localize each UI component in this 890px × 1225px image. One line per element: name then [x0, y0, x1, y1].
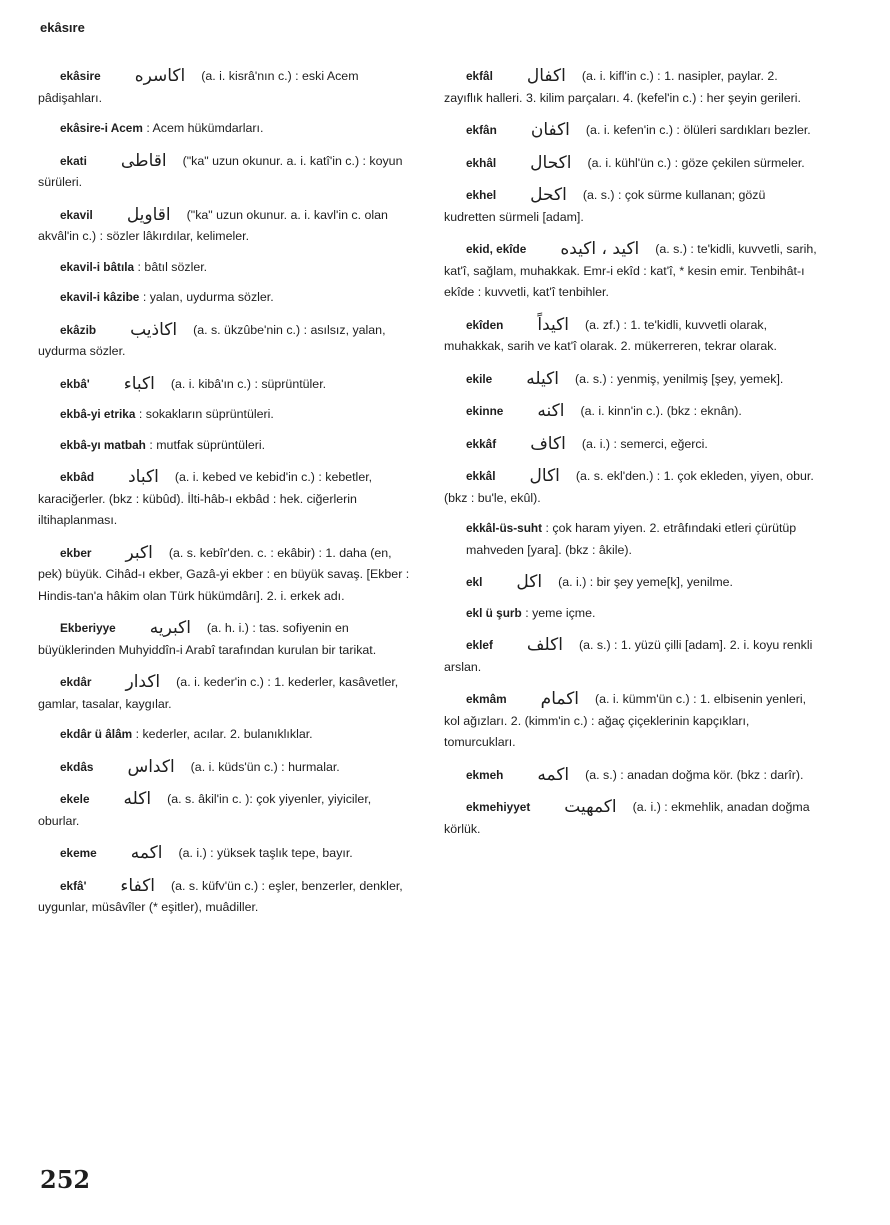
entry-headword: ekinne — [466, 404, 504, 418]
entry-arabic-script: اكل — [516, 572, 543, 592]
dictionary-entry — [444, 797, 819, 840]
dictionary-entry — [444, 315, 819, 358]
entry-arabic-script: اكمام — [540, 689, 580, 709]
sub-entry-definition: : kederler, acılar. 2. bulanıklıklar. — [135, 727, 313, 741]
sub-entry — [60, 287, 413, 309]
entry-arabic-script: اكفاء — [120, 875, 156, 896]
entry-arabic-script: اكبر — [125, 542, 153, 563]
sub-entry-definition: : Acem hükümdarları. — [146, 121, 264, 135]
sub-entry-definition: : yalan, uydurma sözler. — [142, 290, 274, 304]
dictionary-entry — [444, 185, 819, 228]
entry-definition: (a. zf.) : 1. te'kidli, kuvvetli olarak, muhakkak, sarih ve kat'î olarak. 2. mükerreren, tekrar olarak. — [444, 317, 777, 353]
dictionary-entry — [38, 876, 413, 919]
sub-entry-definition: : sokakların süprüntüleri. — [138, 407, 274, 421]
entry-headword: ekâzib — [60, 322, 97, 337]
entry-headword: ekkâl — [466, 469, 496, 483]
entry-headword: ekavil — [60, 207, 93, 222]
entry-headword: eklef — [466, 638, 493, 652]
entry-definition: (a. i.) : yüksek taşlık tepe, bayır. — [178, 846, 353, 860]
dictionary-entry — [444, 120, 819, 142]
entry-definition: (a. s. ekl'den.) : 1. çok ekleden, yiyen, obur. (bkz : bu'le, ekûl). — [444, 469, 814, 505]
dictionary-entry — [444, 66, 819, 109]
dictionary-entry — [444, 635, 819, 678]
entry-headword: ekmâm — [466, 692, 507, 706]
dictionary-entry — [38, 151, 413, 194]
left-column — [38, 66, 413, 930]
dictionary-entry — [444, 466, 819, 509]
sub-entry-headword: ekbâ-yı matbah — [60, 437, 146, 452]
dictionary-entry — [38, 467, 413, 532]
entry-arabic-script: اكيداً — [537, 314, 569, 335]
entry-headword: ekmeh — [466, 767, 504, 782]
entry-headword: Ekberiyye — [60, 621, 116, 635]
entry-arabic-script: اقاويل — [126, 204, 171, 225]
entry-definition: (a. s.) : anadan doğma kör. (bkz : darîr). — [585, 767, 804, 782]
entry-arabic-script: اكال — [529, 466, 560, 486]
entry-definition: (a. i. kinn'in c.). (bkz : eknân). — [580, 404, 742, 418]
sub-entry-headword: ekkâl-üs-suht — [466, 521, 543, 535]
entry-headword: ekmehiyyet — [466, 800, 531, 814]
sub-entry-headword: ekbâ-yi etrika — [60, 407, 136, 421]
dictionary-entry — [38, 543, 413, 608]
sub-entry-headword: ekl ü şurb — [466, 605, 522, 620]
entry-definition: (a. i. kebed ve kebid'in c.) : kebetler, karaciğerler. (bkz : kübûd). İlti-hâb-ı ekbâd : hek. ciğerlerin iltihaplanması. — [38, 470, 373, 527]
sub-entry-headword: ekavil-i bâtıla — [60, 259, 135, 274]
entry-arabic-script: اكفال — [526, 66, 566, 86]
entry-headword: ekbâd — [60, 470, 95, 484]
entry-definition: (a. h. i.) : tas. sofiyenin en büyüklerinden Muhyiddîn-i Arabî tarafından kurulan bir tarikat. — [38, 621, 377, 657]
entry-arabic-script: اكبريه — [149, 618, 191, 638]
dictionary-entry — [444, 765, 819, 787]
entry-definition: (a. i. kisrâ'nın c.) : eski Acem pâdişahları. — [38, 69, 359, 105]
entry-arabic-script: اكداس — [127, 756, 175, 777]
dictionary-entry — [38, 789, 413, 832]
sub-entry — [60, 257, 413, 279]
entry-definition: (a. s. ükzûbe'nin c.) : asılsız, yalan, uydurma sözler. — [38, 322, 386, 358]
entry-definition: (a. s. âkil'in c. ): çok yiyenler, yiyiciler, oburlar. — [38, 792, 372, 828]
entry-headword: ekhel — [466, 188, 497, 202]
sub-entry — [60, 435, 413, 457]
dictionary-entry — [38, 205, 413, 248]
entry-arabic-script: اكنه — [537, 401, 565, 421]
sub-entry — [466, 603, 819, 625]
running-head: ekâsıre — [40, 20, 85, 35]
entry-arabic-script: اكباء — [123, 373, 155, 394]
sub-entry-headword: ekavil-i kâzibe — [60, 290, 140, 304]
entry-arabic-script: اكدار — [125, 672, 161, 692]
entry-definition: (a. i. kefen'in c.) : ölüleri sardıkları bezler. — [585, 123, 811, 137]
entry-definition: (a. s. kebîr'den. c. : ekâbir) : 1. daha (en, pek) büyük. Cihâd-ı ekber, Gazâ-yi ekber : en büyük savaş. [Ekber : Hindis-tan'a hâkim olan Türk hükümdârı]. 2. i. erkek adı. — [38, 545, 410, 603]
entry-headword: ekâsire — [60, 69, 101, 83]
sub-entry — [60, 724, 413, 746]
entry-definition: (a. i. küds'ün c.) : hurmalar. — [190, 759, 340, 774]
entry-headword: ekile — [466, 371, 493, 386]
entry-headword: ekele — [60, 792, 90, 806]
entry-definition: (a. i. kibâ'ın c.) : süprüntüler. — [170, 376, 327, 391]
dictionary-entry — [444, 689, 819, 754]
dictionary-entry — [38, 374, 413, 396]
entry-arabic-script: اكيد ، اكيده — [560, 239, 640, 259]
sub-entry-definition: : bâtıl sözler. — [137, 259, 208, 274]
sub-entry-headword: ekâsire-i Acem — [60, 121, 143, 135]
entry-arabic-script: اكلف — [526, 635, 563, 655]
entry-headword: ekid, ekîde — [466, 242, 527, 256]
entry-definition: (a. i. kifl'in c.) : 1. nasipler, paylar. 2. zayıflık halleri. 3. kilim parçaları. 4. (kefel'in c.) : her şeyin gerileri. — [444, 69, 801, 105]
sub-entry-headword: ekdâr ü âlâm — [60, 727, 133, 741]
dictionary-entry — [444, 239, 819, 304]
entry-arabic-script: اكفان — [530, 120, 570, 140]
sub-entry-definition: : çok haram yiyen. 2. etrâfındaki etleri çürütüp mahveden [yara]. (bkz : âkile). — [466, 521, 797, 557]
entry-definition: (a. i. keder'in c.) : 1. kederler, kasâvetler, gamlar, tasalar, kaygılar. — [38, 675, 399, 711]
entry-arabic-script: اكله — [123, 789, 152, 809]
entry-headword: ekati — [60, 153, 87, 168]
entry-headword: ekdâr — [60, 675, 92, 689]
sub-entry — [466, 518, 819, 561]
page-number: 252 — [40, 1165, 91, 1194]
right-column — [444, 66, 819, 851]
entry-definition: (a. s. küfv'ün c.) : eşler, benzerler, denkler, uygunlar, müsâvîler (* eşitler), muâdiller. — [38, 878, 403, 914]
entry-headword: ekbâ' — [60, 376, 90, 391]
entry-arabic-script: اكباد — [128, 467, 159, 487]
dictionary-entry — [38, 672, 413, 715]
entry-definition: ("ka" uzun okunur. a. i. katî'in c.) : koyun sürüleri. — [38, 153, 403, 189]
entry-headword: ekber — [60, 545, 92, 560]
entry-headword: ekeme — [60, 846, 97, 860]
entry-definition: (a. s.) : çok sürme kullanan; gözü kudretten sürmeli [adam]. — [444, 188, 766, 224]
dictionary-entry — [444, 434, 819, 456]
entry-arabic-script: اكيله — [526, 368, 559, 389]
entry-definition: (a. s.) : yenmiş, yenilmiş [şey, yemek]. — [574, 371, 784, 386]
dictionary-entry — [38, 66, 413, 109]
entry-arabic-script: اقاطى — [120, 150, 167, 171]
entry-headword: ekfâ' — [60, 878, 87, 893]
entry-definition: (a. s.) : te'kidli, kuvvetli, sarih, kat'î, sağlam, muhakkak. Emr-i ekîd : kat'î, * kesin emir. Tenbihât-ı ekîde : kuvvetli, kat'î tenbihler. — [444, 242, 817, 299]
entry-definition: (a. i.) : ekmehlik, anadan doğma körlük. — [444, 800, 810, 836]
dictionary-entry — [444, 369, 819, 391]
entry-headword: ekdâs — [60, 759, 94, 774]
dictionary-entry — [38, 843, 413, 865]
entry-arabic-script: اكحال — [530, 152, 572, 173]
entry-arabic-script: اكمه — [130, 843, 163, 863]
entry-definition: ("ka" uzun okunur. a. i. kavl'in c. olan akvâl'in c.) : sözler lâkırdılar, kelimeler. — [38, 207, 388, 243]
entry-definition: (a. i.) : semerci, eğerci. — [581, 436, 708, 451]
dictionary-entry — [444, 153, 819, 175]
entry-arabic-script: اكاسره — [134, 66, 186, 86]
sub-entry-definition: : mutfak süprüntüleri. — [149, 437, 266, 452]
entry-definition: (a. i. kühl'ün c.) : göze çekilen sürmeler. — [587, 155, 805, 170]
entry-headword: ekîden — [466, 317, 504, 332]
entry-arabic-script: اكمه — [537, 764, 570, 785]
entry-definition: (a. s.) : 1. yüzü çilli [adam]. 2. i. koyu renkli arslan. — [444, 638, 813, 674]
entry-arabic-script: اكاذيب — [130, 319, 178, 340]
dictionary-entry — [38, 618, 413, 661]
dictionary-entry — [444, 572, 819, 594]
entry-definition: (a. i.) : bir şey yeme[k], yenilme. — [558, 575, 734, 589]
entry-arabic-script: اكاف — [530, 433, 566, 454]
entry-headword: ekhâl — [466, 155, 497, 170]
entry-headword: ekl — [466, 575, 483, 589]
sub-entry — [60, 118, 413, 140]
entry-headword: ekkâf — [466, 436, 497, 451]
entry-headword: ekfân — [466, 123, 497, 137]
entry-definition: (a. i. kümm'ün c.) : 1. elbisenin yenleri, kol ağızları. 2. (kimm'in c.) : ağaç çiçeklerinin kapçıkları, tomurcukları. — [444, 692, 807, 749]
entry-headword: ekfâl — [466, 69, 493, 83]
dictionary-entry — [38, 757, 413, 779]
sub-entry — [60, 404, 413, 426]
dictionary-entry — [444, 401, 819, 423]
sub-entry-definition: : yeme içme. — [525, 605, 596, 620]
entry-arabic-script: اكحل — [530, 185, 567, 205]
dictionary-entry — [38, 320, 413, 363]
entry-arabic-script: اكمهيت — [564, 797, 617, 817]
